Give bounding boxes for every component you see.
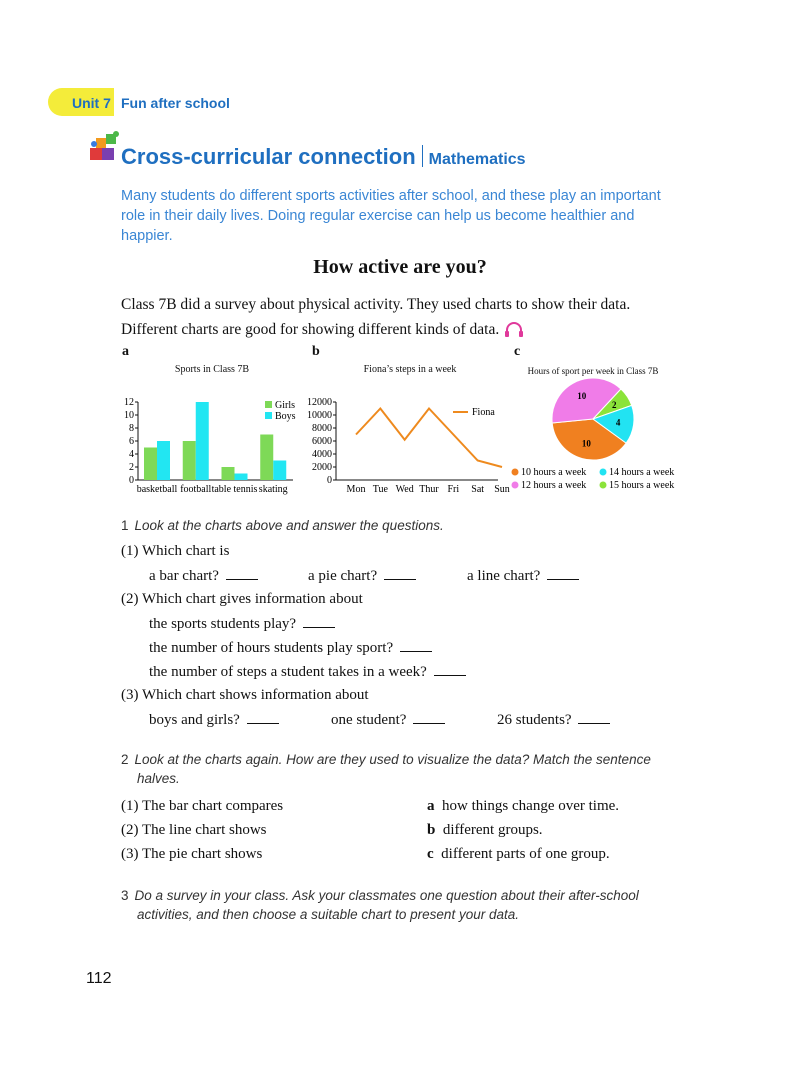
- legend-label: 14 hours a week: [609, 467, 675, 478]
- legend-swatch: [600, 469, 607, 476]
- bar-girls: [260, 435, 273, 481]
- q1-steps-prompt: [149, 663, 466, 681]
- answer-blank[interactable]: [303, 615, 335, 628]
- legend-swatch: [600, 482, 607, 489]
- answer-blank[interactable]: [226, 567, 258, 580]
- x-tick-label: Fri: [447, 484, 460, 495]
- x-tick-label: Thur: [419, 484, 439, 495]
- q1-sports-prompt: [149, 615, 335, 633]
- q1-one-student-text: one student?: [331, 712, 411, 728]
- y-tick-label: 4000: [312, 449, 332, 460]
- bar-boys: [273, 461, 286, 481]
- q1-pie-chart-text: a pie chart?: [308, 568, 381, 584]
- q2-right-c: [427, 846, 610, 863]
- q2-letter-c: c: [427, 846, 434, 862]
- legend-swatch: [265, 412, 272, 419]
- answer-blank[interactable]: [247, 711, 279, 724]
- y-tick-label: 6: [129, 436, 134, 447]
- x-tick-label: football: [180, 484, 212, 495]
- q1-26-students-prompt: [497, 711, 610, 729]
- paragraph-line-2: [121, 317, 701, 342]
- q2-right-b-text: different groups.: [442, 822, 543, 838]
- legend-label: 10 hours a week: [521, 467, 587, 478]
- q3-number: 3: [121, 888, 129, 903]
- page-number: 112: [86, 970, 112, 987]
- bar-girls: [183, 441, 196, 480]
- q2-left-2: (2) The line chart shows: [121, 822, 267, 838]
- section-subject: Mathematics: [428, 151, 526, 168]
- section-title-text: Cross-curricular connection: [121, 144, 416, 169]
- y-tick-label: 10000: [307, 410, 332, 421]
- q2-right-c-text: different parts of one group.: [441, 846, 610, 862]
- q2-letter-a: a: [427, 798, 435, 814]
- pie-slice-label: 4: [615, 417, 621, 428]
- y-tick-label: 2000: [312, 462, 332, 473]
- q1-bar-chart-prompt: [149, 567, 258, 585]
- y-tick-label: 4: [129, 449, 134, 460]
- q1-part3: (3) Which chart shows information about: [121, 687, 369, 703]
- q2-number: 2: [121, 752, 129, 767]
- bar-boys: [157, 441, 170, 480]
- legend-swatch: [512, 482, 519, 489]
- q1-boys-girls-prompt: [149, 711, 279, 729]
- bar-girls: [222, 467, 235, 480]
- paragraph-line-2-text: Different charts are good for showing different kinds of data.: [121, 321, 500, 338]
- x-tick-label: Wed: [395, 484, 414, 495]
- y-tick-label: 8: [129, 423, 134, 434]
- q2-title: Look at the charts again. How are they used to visualize the data? Match the sentence halves.: [134, 752, 651, 786]
- q1-line-chart-prompt: [467, 567, 579, 585]
- q2-right-a: [427, 798, 619, 815]
- line-chart-title: Fiona’s steps in a week: [363, 364, 457, 375]
- chart-a-label: a: [122, 344, 129, 359]
- legend-swatch: [265, 401, 272, 408]
- unit-title: Fun after school: [121, 95, 230, 111]
- q3-heading: [121, 886, 677, 924]
- bar-girls: [144, 448, 157, 481]
- q1-one-student-prompt: [331, 711, 445, 729]
- y-tick-label: 10: [124, 410, 134, 421]
- y-tick-label: 8000: [312, 423, 332, 434]
- x-tick-label: Mon: [346, 484, 366, 495]
- y-tick-label: 12000: [307, 397, 332, 408]
- q2-heading: [121, 750, 697, 788]
- q3-title: Do a survey in your class. Ask your classmates one question about their after-school activities, and then choose a suitable chart to present your data.: [134, 888, 639, 922]
- q1-bar-chart-text: a bar chart?: [149, 568, 223, 584]
- chart-b-label: b: [312, 344, 320, 359]
- q1-boys-girls-text: boys and girls?: [149, 712, 244, 728]
- legend-label: Fiona: [472, 407, 495, 418]
- q1-sports-text: the sports students play?: [149, 616, 300, 632]
- q1-title: Look at the charts above and answer the questions.: [134, 518, 444, 533]
- legend-swatch: [512, 469, 519, 476]
- q1-steps-text: the number of steps a student takes in a week?: [149, 664, 431, 680]
- q1-26-students-text: 26 students?: [497, 712, 576, 728]
- unit-label: Unit 7: [72, 95, 111, 111]
- q1-part1: (1) Which chart is: [121, 543, 230, 559]
- q2-letter-b: b: [427, 822, 436, 838]
- intro-text: Many students do different sports activities after school, and these play an important role in their daily lives. Doing regular exercise can help us become healthier and happier.: [121, 188, 661, 244]
- pie-slice-label: 10: [581, 438, 591, 449]
- x-tick-label: table tennis: [211, 484, 258, 495]
- legend-label: 15 hours a week: [609, 480, 675, 491]
- puzzle-icon: [88, 130, 122, 164]
- y-tick-label: 0: [327, 475, 332, 486]
- headphones-icon[interactable]: [503, 321, 525, 339]
- q2-left-1: (1) The bar chart compares: [121, 798, 284, 814]
- bar-chart: [120, 390, 300, 500]
- bar-boys: [196, 402, 209, 480]
- y-tick-label: 2: [129, 462, 134, 473]
- answer-blank[interactable]: [400, 639, 432, 652]
- legend-label: Boys: [275, 411, 296, 422]
- q2-right-a-text: how things change over time.: [442, 798, 620, 814]
- answer-blank[interactable]: [384, 567, 416, 580]
- chart-c-label: c: [514, 344, 521, 359]
- paragraph-line-1: Class 7B did a survey about physical activity. They used charts to show their data.: [121, 296, 631, 313]
- x-tick-label: Tue: [372, 484, 388, 495]
- bar-boys: [235, 474, 248, 481]
- q2-right-b: [427, 822, 543, 839]
- title-divider: [422, 145, 423, 167]
- pie-chart-title: Hours of sport per week in Class 7B: [527, 366, 659, 376]
- article-heading: How active are you?: [313, 256, 487, 278]
- section-title: [121, 144, 526, 170]
- legend-label: 12 hours a week: [521, 480, 587, 491]
- x-tick-label: basketball: [136, 484, 178, 495]
- answer-blank[interactable]: [547, 567, 579, 580]
- answer-blank[interactable]: [413, 711, 445, 724]
- answer-blank[interactable]: [434, 663, 466, 676]
- pie-chart: [505, 375, 690, 500]
- x-tick-label: Sat: [471, 484, 485, 495]
- q1-heading: [121, 516, 444, 535]
- answer-blank[interactable]: [578, 711, 610, 724]
- q1-line-chart-text: a line chart?: [467, 568, 545, 584]
- bar-chart-title: Sports in Class 7B: [174, 364, 250, 375]
- article-paragraph: [121, 292, 701, 342]
- line-chart: [300, 390, 510, 500]
- x-tick-label: skating: [258, 484, 288, 495]
- y-tick-label: 0: [129, 475, 134, 486]
- y-tick-label: 12: [124, 397, 134, 408]
- y-tick-label: 6000: [312, 436, 332, 447]
- q1-number: 1: [121, 518, 129, 533]
- x-tick-label: Sun: [494, 484, 510, 495]
- q2-left-3: (3) The pie chart shows: [121, 846, 263, 862]
- pie-slice-label: 2: [612, 400, 617, 411]
- legend-label: Girls: [275, 400, 295, 411]
- q1-hours-prompt: [149, 639, 432, 657]
- pie-slice-label: 10: [577, 391, 587, 402]
- q1-pie-chart-prompt: [308, 567, 416, 585]
- q1-hours-text: the number of hours students play sport?: [149, 640, 397, 656]
- q1-part2: (2) Which chart gives information about: [121, 591, 363, 607]
